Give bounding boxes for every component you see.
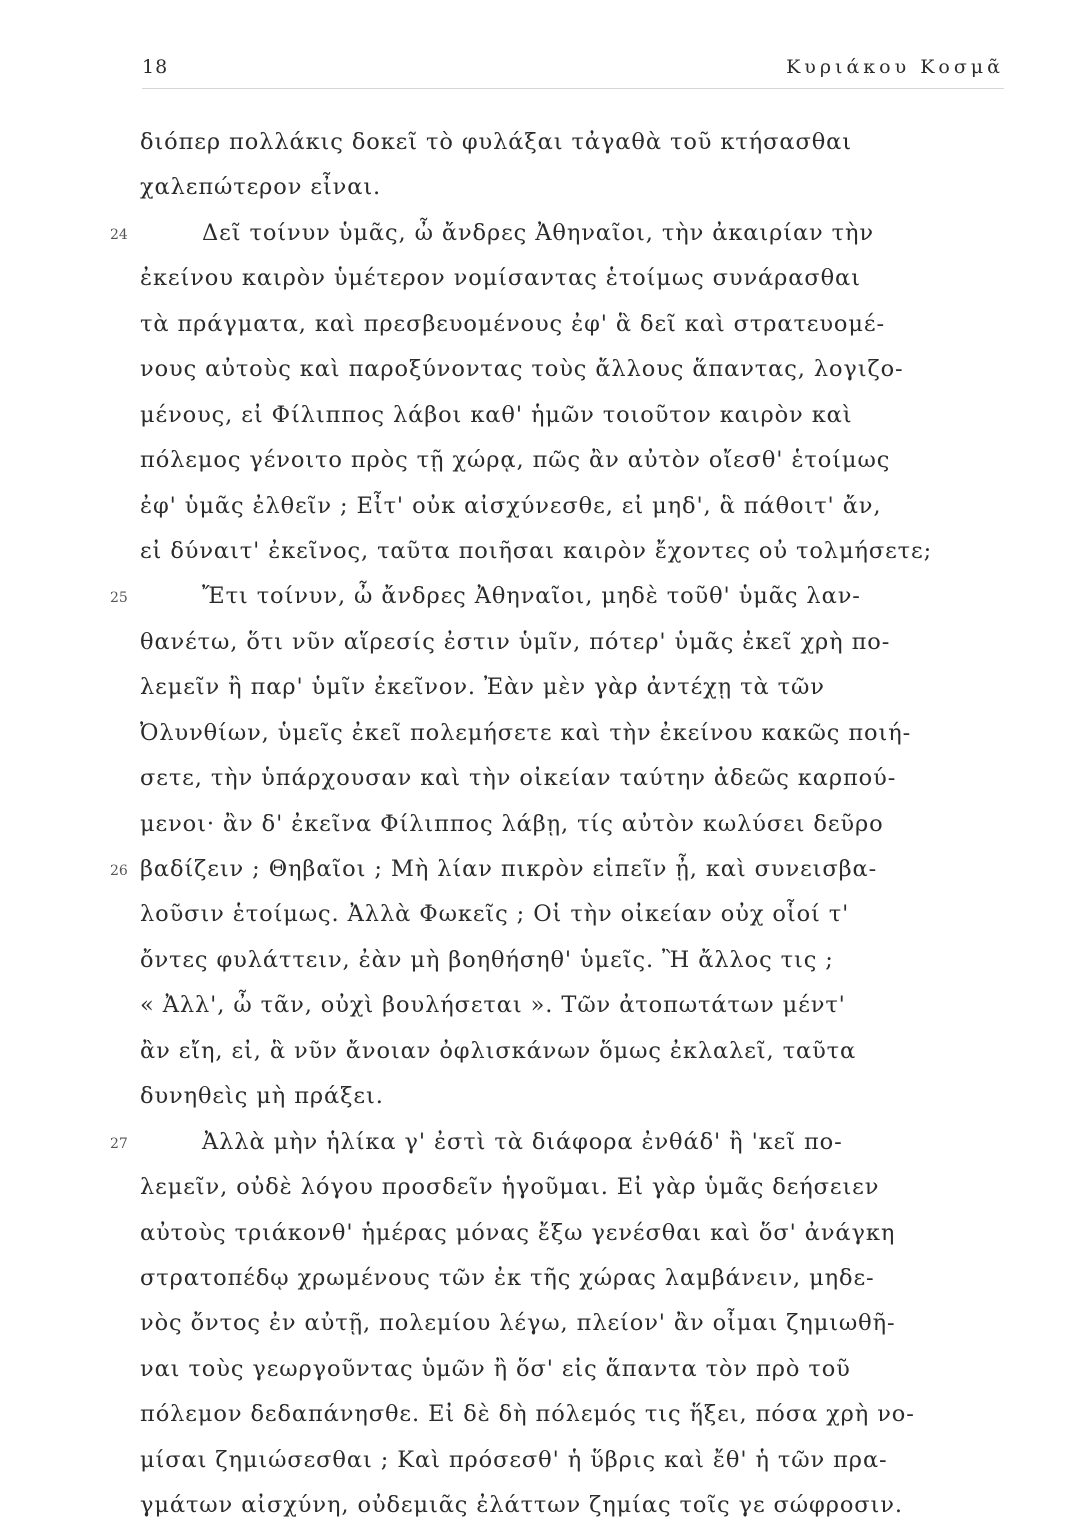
text-line bbox=[0, 847, 1087, 892]
text-line bbox=[0, 574, 1087, 619]
text-line bbox=[0, 756, 1087, 801]
line-text: ὄντες φυλάττειν, ἐὰν μὴ βοηθήσηθ' ὑμεῖς. Ἢ ἄλλος τις ; bbox=[140, 946, 834, 973]
section-number: 26 bbox=[110, 863, 128, 879]
text-line bbox=[0, 1392, 1087, 1437]
text-line bbox=[0, 393, 1087, 438]
line-text: ἂν εἴη, εἰ, ἃ νῦν ἄνοιαν ὀφλισκάνων ὅμως ἐκλαλεῖ, ταῦτα bbox=[140, 1037, 857, 1064]
text-line bbox=[0, 165, 1087, 210]
text-line bbox=[0, 1301, 1087, 1346]
line-text: νους αὐτοὺς καὶ παροξύνοντας τοὺς ἄλλους ἅπαντας, λογιζο- bbox=[140, 356, 904, 383]
text-line bbox=[0, 347, 1087, 392]
line-text: σετε, τὴν ὑπάρχουσαν καὶ τὴν οἰκείαν ταύτην ἀδεῶς καρπού- bbox=[140, 765, 897, 792]
text-line bbox=[0, 1074, 1087, 1119]
line-text: « Ἀλλ', ὦ τᾶν, οὐχὶ βουλήσεται ». Τῶν ἀτοπωτάτων μέντ' bbox=[140, 992, 846, 1019]
section-number: 25 bbox=[110, 590, 128, 607]
section-number: 24 bbox=[110, 226, 128, 243]
line-text: μενοι· ἂν δ' ἐκεῖνα Φίλιππος λάβῃ, τίς αὐτὸν κωλύσει δεῦρο bbox=[140, 810, 884, 837]
line-text: Ἀλλὰ μὴν ἡλίκα γ' ἐστὶ τὰ διάφορα ἐνθάδ' ἢ 'κεῖ πο- bbox=[202, 1128, 843, 1155]
text-line bbox=[0, 1211, 1087, 1256]
text-line bbox=[0, 1438, 1087, 1483]
line-text: Ὀλυνθίων, ὑμεῖς ἐκεῖ πολεμήσετε καὶ τὴν ἐκείνου κακῶς ποιή- bbox=[140, 719, 912, 746]
text-line bbox=[0, 1347, 1087, 1392]
line-text: τὰ πράγματα, καὶ πρεσβευομένους ἐφ' ἃ δεῖ καὶ στρατευομέ- bbox=[140, 310, 885, 337]
line-text: ἐφ' ὑμᾶς ἐλθεῖν ; Εἶτ' οὐκ αἰσχύνεσθε, εἰ μηδ', ἃ πάθοιτ' ἄν, bbox=[140, 492, 882, 519]
line-text: ναι τοὺς γεωργοῦντας ὑμῶν ἢ ὅσ' εἰς ἅπαντα τὸν πρὸ τοῦ bbox=[140, 1355, 851, 1382]
line-text: λεμεῖν, οὐδὲ λόγου προσδεῖν ἡγοῦμαι. Εἰ γὰρ ὑμᾶς δεήσειεν bbox=[140, 1174, 880, 1201]
page-header bbox=[142, 56, 1004, 89]
text-line bbox=[0, 529, 1087, 574]
line-text: λεμεῖν ἢ παρ' ὑμῖν ἐκεῖνον. Ἐὰν μὲν γὰρ ἀντέχῃ τὰ τῶν bbox=[140, 674, 825, 701]
text-line bbox=[0, 484, 1087, 529]
line-text: Δεῖ τοίνυν ὑμᾶς, ὦ ἄνδρες Ἀθηναῖοι, τὴν ἀκαιρίαν τὴν bbox=[202, 219, 874, 246]
text-line bbox=[0, 802, 1087, 847]
text-line bbox=[0, 256, 1087, 301]
page-number: 18 bbox=[142, 56, 169, 78]
line-text: στρατοπέδῳ χρωμένους τῶν ἐκ τῆς χώρας λαμβάνειν, μηδε- bbox=[140, 1264, 875, 1291]
line-text: πόλεμος γένοιτο πρὸς τῇ χώρᾳ, πῶς ἂν αὐτὸν οἴεσθ' ἑτοίμως bbox=[140, 447, 891, 474]
text-line bbox=[0, 1256, 1087, 1301]
line-text: θανέτω, ὅτι νῦν αἵρεσίς ἐστιν ὑμῖν, πότερ' ὑμᾶς ἐκεῖ χρὴ πο- bbox=[140, 628, 891, 655]
text-line bbox=[0, 302, 1087, 347]
text-line bbox=[0, 711, 1087, 756]
text-line bbox=[0, 1120, 1087, 1165]
text-line bbox=[0, 938, 1087, 983]
body-text bbox=[0, 120, 1087, 1529]
text-line bbox=[0, 1029, 1087, 1074]
text-line bbox=[0, 1165, 1087, 1210]
running-head: Κυριάκου Κοσμᾶ bbox=[786, 56, 1004, 78]
line-text: μίσαι ζημιώσεσθαι ; Καὶ πρόσεσθ' ἡ ὕβρις καὶ ἔθ' ἡ τῶν πρα- bbox=[140, 1446, 888, 1473]
line-text: χαλεπώτερον εἶναι. bbox=[140, 174, 382, 201]
line-text: ἐκείνου καιρὸν ὑμέτερον νομίσαντας ἑτοίμως συνάρασθαι bbox=[140, 265, 861, 292]
text-line bbox=[0, 892, 1087, 937]
section-number: 27 bbox=[110, 1135, 128, 1152]
line-text: βαδίζειν ; Θηβαῖοι ; Μὴ λίαν πικρὸν εἰπεῖν ᾖ, καὶ συνεισβα- bbox=[140, 856, 878, 882]
line-text: λοῦσιν ἑτοίμως. Ἀλλὰ Φωκεῖς ; Οἱ τὴν οἰκείαν οὐχ οἷοί τ' bbox=[140, 901, 850, 928]
line-text: εἰ δύναιτ' ἐκεῖνος, ταῦτα ποιῆσαι καιρὸν ἔχοντες οὐ τολμήσετε; bbox=[140, 537, 933, 564]
line-text: διόπερ πολλάκις δοκεῖ τὸ φυλάξαι τἀγαθὰ τοῦ κτήσασθαι bbox=[140, 129, 852, 155]
line-text: νὸς ὄντος ἐν αὐτῇ, πολεμίου λέγω, πλείον' ἂν οἶμαι ζημιωθῆ- bbox=[140, 1310, 896, 1337]
text-line bbox=[0, 620, 1087, 665]
text-line bbox=[0, 665, 1087, 710]
line-text: αὐτοὺς τριάκονθ' ἡμέρας μόνας ἔξω γενέσθαι καὶ ὅσ' ἀνάγκη bbox=[140, 1219, 896, 1246]
text-line bbox=[0, 983, 1087, 1028]
text-line bbox=[0, 1483, 1087, 1528]
line-text: μένους, εἰ Φίλιππος λάβοι καθ' ἡμῶν τοιοῦτον καιρὸν καὶ bbox=[140, 401, 853, 428]
text-line bbox=[0, 211, 1087, 256]
line-text: Ἔτι τοίνυν, ὦ ἄνδρες Ἀθηναῖοι, μηδὲ τοῦθ' ὑμᾶς λαν- bbox=[202, 583, 861, 610]
line-text: πόλεμον δεδαπάνησθε. Εἰ δὲ δὴ πόλεμός τις ἥξει, πόσα χρὴ νο- bbox=[140, 1401, 915, 1428]
text-line bbox=[0, 120, 1087, 165]
text-line bbox=[0, 438, 1087, 483]
line-text: δυνηθεὶς μὴ πράξει. bbox=[140, 1083, 384, 1110]
line-text: γμάτων αἰσχύνη, οὐδεμιᾶς ἐλάττων ζημίας τοῖς γε σώφροσιν. bbox=[140, 1492, 903, 1519]
